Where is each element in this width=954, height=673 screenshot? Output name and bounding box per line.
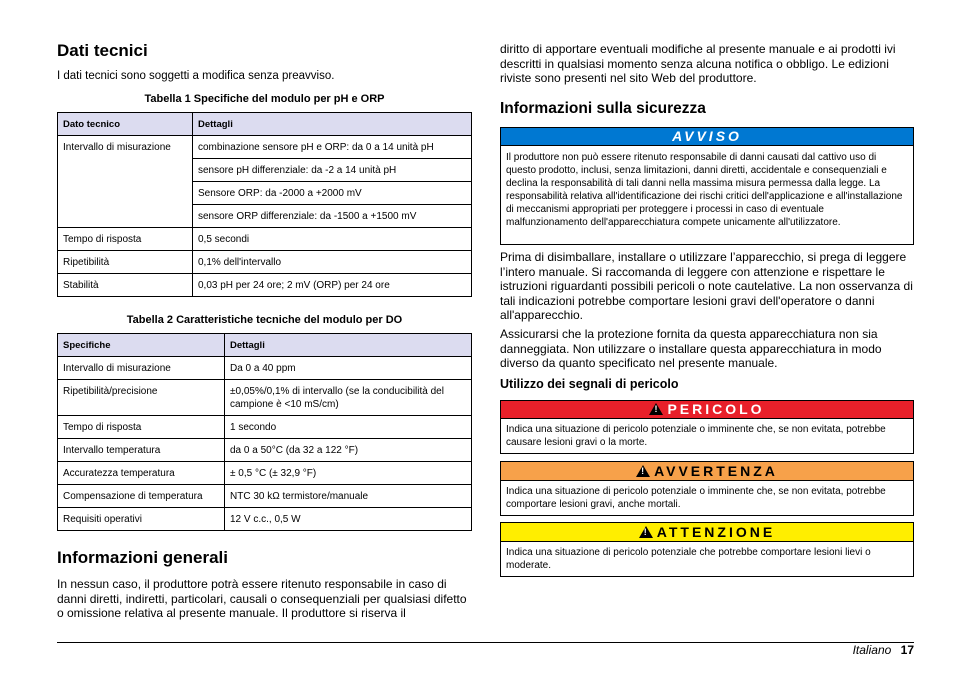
table2-cell: Intervallo di misurazione (58, 357, 225, 380)
footer-language: Italiano (852, 643, 892, 657)
section-title-informazioni-generali: Informazioni generali (57, 548, 228, 567)
avvertenza-header (501, 462, 913, 480)
table-ph-orp (57, 112, 472, 297)
table1-cell-range-2: Sensore ORP: da -2000 a +2000 mV (193, 182, 472, 205)
table2-header-2: Dettagli (225, 334, 472, 357)
table2-cell: Ripetibilità/precisione (58, 380, 225, 416)
table-do (57, 333, 472, 531)
table2-caption: Tabella 2 Caratteristiche tecniche del modulo per DO (126, 314, 403, 326)
attenzione-text: Indica una situazione di pericolo potenziale che potrebbe comportare lesioni lievi o moderate. (501, 541, 913, 576)
table1-cell: Tempo di risposta (58, 228, 193, 251)
avviso-box (500, 127, 914, 245)
intro-text: I dati tecnici sono soggetti a modifica senza preavviso. (57, 70, 335, 82)
table1-header-2: Dettagli (193, 113, 472, 136)
avvertenza-label: AVVERTENZA (654, 463, 778, 479)
table2-cell: 12 V c.c., 0,5 W (225, 508, 472, 531)
table1-caption: Tabella 1 Specifiche del modulo per pH e ORP (144, 93, 385, 105)
table2-cell: Intervallo temperatura (58, 439, 225, 462)
avvertenza-box (500, 461, 914, 516)
table1-cell-range-3: sensore ORP differenziale: da -1500 a +1500 mV (193, 205, 472, 228)
section-title-sicurezza: Informazioni sulla sicurezza (500, 100, 706, 117)
attenzione-header (501, 523, 913, 541)
pericolo-text: Indica una situazione di pericolo potenziale o imminente che, se non evitata, potrebbe causare lesioni gravi o la morte. (501, 418, 913, 453)
table1-cell-range-0: combinazione sensore pH e ORP: da 0 a 14 unità pH (193, 136, 472, 159)
pericolo-label: PERICOLO (667, 401, 765, 417)
table2-cell: ±0,05%/0,1% di intervallo (se la conducibilità del campione è <10 mS/cm) (225, 380, 472, 416)
table1-cell: 0,5 secondi (193, 228, 472, 251)
table2-cell: Compensazione di temperatura (58, 485, 225, 508)
page-number: 17 (900, 643, 914, 657)
pericolo-box (500, 400, 914, 454)
table2-header-1: Specifiche (58, 334, 225, 357)
table1-cell-range-label: Intervallo di misurazione (58, 136, 193, 228)
table2-cell: ± 0,5 °C (± 32,9 °F) (225, 462, 472, 485)
warning-triangle-icon (636, 465, 650, 477)
table1-cell: 0,1% dell'intervallo (193, 251, 472, 274)
table1-cell-range-1: sensore pH differenziale: da -2 a 14 unità pH (193, 159, 472, 182)
warning-triangle-icon (639, 526, 653, 538)
table2-cell: Tempo di risposta (58, 416, 225, 439)
table2-cell: Accuratezza temperatura (58, 462, 225, 485)
table2-cell: Requisiti operativi (58, 508, 225, 531)
table1-cell: Stabilità (58, 274, 193, 297)
para-protezione: Assicurarsi che la protezione fornita da questa apparecchiatura non sia danneggiata. Non utilizzare o installare questa apparecchiatura in modo diverso da quanto specificato nel presente manuale. (500, 327, 882, 371)
table2-cell: NTC 30 kΩ termistore/manuale (225, 485, 472, 508)
section-title-dati-tecnici: Dati tecnici (57, 41, 148, 60)
avviso-label: AVVISO (672, 128, 742, 144)
attenzione-box (500, 522, 914, 577)
table2-cell: da 0 a 50°C (da 32 a 122 °F) (225, 439, 472, 462)
pericolo-header (501, 401, 913, 418)
subsection-title-segnali: Utilizzo dei segnali di pericolo (500, 377, 679, 391)
table2-cell: Da 0 a 40 ppm (225, 357, 472, 380)
table2-cell: 1 secondo (225, 416, 472, 439)
table1-header-1: Dato tecnico (58, 113, 193, 136)
footer (853, 643, 914, 657)
attenzione-label: ATTENZIONE (656, 524, 776, 540)
continued-text: diritto di apportare eventuali modifiche al presente manuale e ai prodotti ivi descritti in qualsiasi momento senza alcuna notifica o obbligo. Le edizioni riviste sono presenti nel sito Web del produttore. (500, 42, 896, 86)
avviso-header (501, 128, 913, 145)
warning-triangle-icon (649, 403, 663, 415)
avvertenza-text: Indica una situazione di pericolo potenziale o imminente che, se non evitata, potrebbe comportare lesioni gravi, anche mortali. (501, 480, 913, 515)
table1-cell: 0,03 pH per 24 ore; 2 mV (ORP) per 24 ore (193, 274, 472, 297)
para-disimballare: Prima di disimballare, installare o utilizzare l’apparecchio, si prega di leggere l’intero manuale. Si raccomanda di leggere con attenzione e rispettare le istruzioni riguardanti possibili pericoli o note cautelative. La non osservanza di tali indicazioni potrebbe comportare lesioni gravi dell'operatore o danni all'apparecchio. (500, 250, 913, 323)
table1-cell: Ripetibilità (58, 251, 193, 274)
avviso-text: Il produttore non può essere ritenuto responsabile di danni causati dal cattivo uso di questo prodotto, inclusi, senza limitazioni, danni diretti, accidentale e consequenziali e declina la responsabilità di tali danni nella massima misura permessa dalla legge. La responsabilità relativa all'identificazione dei rischi critici dell'applicazione e all'installazione di meccanismi appropriati per proteggere i processi in caso di eventuale malfunzionamento dell'apparecchiatura compete unicamente all'utilizzatore. (501, 145, 913, 244)
footer-divider (57, 642, 914, 643)
general-text: In nessun caso, il produttore potrà essere ritenuto responsabile in caso di danni diretti, indiretti, particolari, causali o consequenziali per qualsiasi difetto o omissione relativa al presente manuale. Il produttore si riserva il (57, 577, 467, 621)
